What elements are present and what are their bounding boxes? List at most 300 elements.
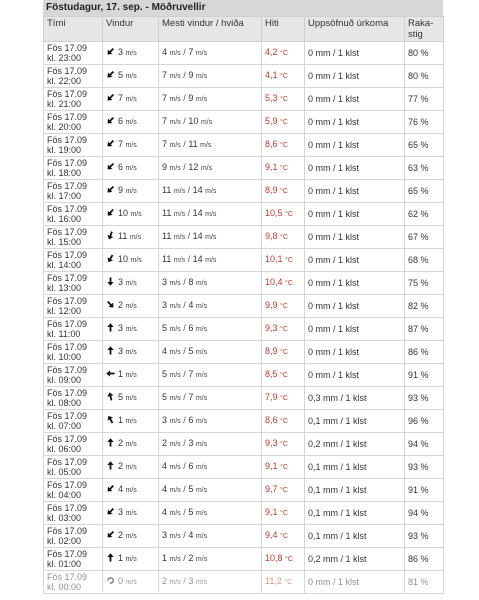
gust-value: 9: [188, 70, 196, 80]
precipitation-cell: 0 mm / 1 klst: [305, 180, 405, 203]
gust-unit: m/s: [195, 464, 208, 471]
separator: /: [185, 208, 193, 218]
row-date: Fös 17.09: [47, 158, 88, 168]
table-row: [44, 272, 444, 295]
wind-cell: [103, 479, 159, 502]
humidity-cell: 65 %: [405, 134, 444, 157]
wind-speed-value: 7: [118, 139, 126, 149]
temperature-value: 5,9: [265, 116, 281, 126]
humidity-cell: 96 %: [405, 410, 444, 433]
wind-direction-arrow-icon: [106, 254, 115, 263]
humidity-cell: 62 %: [405, 203, 444, 226]
separator: /: [180, 484, 189, 494]
gust-value: 5: [188, 507, 196, 517]
temperature-unit: °C: [280, 303, 288, 310]
gust-unit: m/s: [195, 280, 208, 287]
max-wind-unit: m/s: [173, 234, 186, 241]
wind-speed-value: 3: [118, 277, 126, 287]
time-cell: [44, 88, 103, 111]
gust-unit: m/s: [195, 487, 208, 494]
temperature-value: 9,1: [265, 461, 281, 471]
wind-speed-value: 3: [118, 323, 126, 333]
temperature-unit: °C: [280, 165, 288, 172]
gust-value: 5: [188, 484, 196, 494]
precipitation-cell: 0 mm / 1 klst: [305, 42, 405, 65]
temperature-unit: °C: [280, 188, 288, 195]
gust-value: 12: [188, 162, 201, 172]
time-cell: [44, 525, 103, 548]
max-wind-unit: m/s: [169, 303, 181, 310]
temperature-value: 10,5: [265, 208, 286, 218]
max-wind-value: 5: [162, 323, 170, 333]
time-cell: [44, 341, 103, 364]
wind-cell: [103, 433, 159, 456]
temperature-unit: °C: [280, 349, 288, 356]
separator: /: [185, 185, 193, 195]
max-wind-value: 1: [162, 553, 170, 563]
wind-unit: m/s: [125, 142, 137, 149]
gust-unit: m/s: [195, 418, 208, 425]
wind-speed-value: 2: [118, 438, 126, 448]
wind-direction-arrow-icon: [106, 93, 115, 102]
table-row: [44, 479, 444, 502]
gust-value: 4: [188, 530, 196, 540]
max-wind-gust-cell: [159, 410, 262, 433]
precipitation-cell: 0 mm / 1 klst: [305, 249, 405, 272]
time-cell: [44, 433, 103, 456]
wind-speed-value: 5: [118, 70, 126, 80]
table-row: [44, 548, 444, 571]
wind-direction-arrow-icon: [106, 415, 115, 424]
table-row: [44, 525, 444, 548]
row-hour: kl. 07:00: [47, 421, 82, 431]
row-date: Fös 17.09: [47, 112, 88, 122]
humidity-cell: 77 %: [405, 88, 444, 111]
temperature-unit: °C: [285, 257, 293, 264]
gust-value: 2: [188, 553, 196, 563]
gust-value: 14: [192, 231, 206, 241]
row-date: Fös 17.09: [47, 411, 88, 421]
max-wind-value: 4: [162, 507, 170, 517]
table-row: [44, 502, 444, 525]
row-date: Fös 17.09: [47, 89, 88, 99]
temperature-cell: [262, 249, 305, 272]
max-wind-gust-cell: [159, 318, 262, 341]
gust-unit: m/s: [195, 579, 208, 586]
temperature-cell: [262, 341, 305, 364]
row-date: Fös 17.09: [47, 43, 88, 53]
humidity-cell: 94 %: [405, 433, 444, 456]
separator: /: [180, 530, 189, 540]
temperature-cell: [262, 157, 305, 180]
time-cell: [44, 157, 103, 180]
separator: /: [180, 139, 189, 149]
max-wind-gust-cell: [159, 111, 262, 134]
max-wind-value: 2: [162, 438, 170, 448]
row-hour: kl. 09:00: [47, 375, 82, 385]
separator: /: [180, 461, 189, 471]
wind-speed-value: 2: [118, 461, 126, 471]
max-wind-value: 5: [162, 392, 170, 402]
max-wind-value: 3: [162, 415, 170, 425]
wind-cell: [103, 111, 159, 134]
temperature-unit: °C: [280, 510, 288, 517]
gust-unit: m/s: [195, 96, 208, 103]
gust-unit: m/s: [195, 73, 208, 80]
time-cell: [44, 134, 103, 157]
wind-cell: [103, 180, 159, 203]
wind-unit: m/s: [130, 211, 142, 218]
separator: /: [180, 392, 189, 402]
max-wind-gust-cell: [159, 203, 262, 226]
temperature-cell: [262, 479, 305, 502]
humidity-cell: 68 %: [405, 249, 444, 272]
wind-speed-value: 4: [118, 484, 126, 494]
separator: /: [180, 553, 189, 563]
precipitation-cell: 0 mm / 1 klst: [305, 157, 405, 180]
max-wind-value: 4: [162, 346, 170, 356]
humidity-cell: 76 %: [405, 111, 444, 134]
max-wind-unit: m/s: [169, 372, 181, 379]
wind-cell: [103, 134, 159, 157]
max-wind-unit: m/s: [169, 487, 181, 494]
gust-unit: m/s: [195, 303, 208, 310]
separator: /: [185, 254, 193, 264]
wind-speed-value: 0: [118, 576, 126, 586]
max-wind-value: 3: [162, 530, 170, 540]
separator: /: [180, 93, 189, 103]
gust-unit: m/s: [195, 349, 208, 356]
wind-cell: [103, 502, 159, 525]
gust-unit: m/s: [195, 395, 208, 402]
temperature-value: 4,2: [265, 47, 281, 57]
gust-value: 14: [192, 208, 206, 218]
wind-direction-arrow-icon: [106, 162, 115, 171]
gust-value: 7: [188, 47, 196, 57]
wind-unit: m/s: [125, 280, 137, 287]
row-date: Fös 17.09: [47, 319, 88, 329]
max-wind-unit: m/s: [169, 556, 181, 563]
precipitation-cell: 0,2 mm / 1 klst: [305, 433, 405, 456]
wind-unit: m/s: [125, 556, 137, 563]
wind-speed-value: 1: [118, 553, 126, 563]
humidity-cell: 91 %: [405, 479, 444, 502]
temperature-cell: [262, 387, 305, 410]
gust-value: 4: [188, 300, 196, 310]
table-row: [44, 364, 444, 387]
row-hour: kl. 03:00: [47, 513, 82, 523]
wind-cell: [103, 364, 159, 387]
wind-direction-arrow-icon: [106, 300, 115, 309]
gust-value: 6: [188, 461, 196, 471]
temperature-cell: [262, 433, 305, 456]
wind-direction-arrow-icon: [106, 369, 115, 378]
row-date: Fös 17.09: [47, 250, 88, 260]
max-wind-gust-cell: [159, 249, 262, 272]
wind-unit: m/s: [129, 234, 142, 241]
wind-speed-value: 10: [118, 208, 131, 218]
wind-direction-arrow-icon: [106, 553, 115, 562]
max-wind-unit: m/s: [169, 533, 181, 540]
humidity-cell: 91 %: [405, 364, 444, 387]
humidity-cell: 93 %: [405, 387, 444, 410]
row-hour: kl. 04:00: [47, 490, 82, 500]
col-header-temperature: Hiti: [262, 17, 305, 42]
wind-direction-arrow-icon: [106, 231, 115, 240]
precipitation-cell: 0,1 mm / 1 klst: [305, 525, 405, 548]
wind-direction-arrow-icon: [106, 47, 115, 56]
row-date: Fös 17.09: [47, 227, 88, 237]
max-wind-value: 4: [162, 47, 170, 57]
gust-value: 9: [188, 93, 196, 103]
temperature-value: 10,1: [265, 254, 286, 264]
row-hour: kl. 22:00: [47, 76, 82, 86]
table-row: [44, 387, 444, 410]
temperature-value: 10,4: [265, 277, 286, 287]
max-wind-unit: m/s: [169, 579, 181, 586]
temperature-cell: [262, 318, 305, 341]
max-wind-value: 2: [162, 576, 170, 586]
wind-unit: m/s: [125, 418, 137, 425]
wind-unit: m/s: [125, 50, 137, 57]
separator: /: [180, 277, 189, 287]
separator: /: [180, 507, 189, 517]
temperature-unit: °C: [280, 372, 288, 379]
wind-unit: m/s: [125, 395, 137, 402]
max-wind-value: 3: [162, 300, 170, 310]
humidity-cell: 80 %: [405, 65, 444, 88]
wind-direction-arrow-icon: [106, 576, 115, 585]
gust-unit: m/s: [205, 211, 217, 218]
humidity-cell: 81 %: [405, 571, 444, 594]
humidity-cell: 63 %: [405, 157, 444, 180]
gust-unit: m/s: [195, 326, 208, 333]
precipitation-cell: 0 mm / 1 klst: [305, 571, 405, 594]
table-row: [44, 318, 444, 341]
wind-direction-arrow-icon: [106, 185, 115, 194]
max-wind-unit: m/s: [169, 395, 181, 402]
row-hour: kl. 08:00: [47, 398, 82, 408]
precipitation-cell: 0 mm / 1 klst: [305, 295, 405, 318]
gust-value: 7: [188, 392, 196, 402]
max-wind-gust-cell: [159, 42, 262, 65]
precipitation-cell: 0 mm / 1 klst: [305, 65, 405, 88]
gust-value: 14: [192, 254, 206, 264]
max-wind-gust-cell: [159, 341, 262, 364]
gust-value: 10: [188, 116, 201, 126]
wind-direction-arrow-icon: [106, 461, 115, 470]
gust-unit: m/s: [195, 556, 208, 563]
humidity-cell: 67 %: [405, 226, 444, 249]
max-wind-value: 11: [162, 254, 174, 264]
wind-speed-value: 3: [118, 47, 126, 57]
gust-unit: m/s: [195, 441, 208, 448]
table-row: [44, 65, 444, 88]
row-date: Fös 17.09: [47, 342, 88, 352]
temperature-unit: °C: [280, 326, 288, 333]
max-wind-unit: m/s: [169, 349, 181, 356]
max-wind-unit: m/s: [169, 441, 181, 448]
temperature-unit: °C: [280, 464, 288, 471]
table-row: [44, 88, 444, 111]
wind-cell: [103, 272, 159, 295]
temperature-value: 4,1: [265, 70, 281, 80]
max-wind-gust-cell: [159, 180, 262, 203]
row-hour: kl. 16:00: [47, 214, 82, 224]
time-cell: [44, 456, 103, 479]
wind-cell: [103, 42, 159, 65]
gust-unit: m/s: [205, 257, 217, 264]
row-date: Fös 17.09: [47, 365, 88, 375]
time-cell: [44, 180, 103, 203]
precipitation-cell: 0,2 mm / 1 klst: [305, 548, 405, 571]
wind-speed-value: 6: [118, 162, 126, 172]
row-hour: kl. 13:00: [47, 283, 82, 293]
time-cell: [44, 111, 103, 134]
table-row: [44, 203, 444, 226]
temperature-unit: °C: [285, 280, 293, 287]
max-wind-unit: m/s: [169, 464, 181, 471]
temperature-cell: [262, 65, 305, 88]
gust-unit: m/s: [205, 188, 217, 195]
temperature-cell: [262, 364, 305, 387]
humidity-cell: 65 %: [405, 180, 444, 203]
temperature-unit: °C: [280, 533, 288, 540]
time-cell: [44, 203, 103, 226]
row-hour: kl. 01:00: [47, 559, 82, 569]
row-date: Fös 17.09: [47, 273, 88, 283]
max-wind-unit: m/s: [173, 211, 186, 218]
temperature-value: 8,9: [265, 346, 281, 356]
temperature-unit: °C: [280, 418, 288, 425]
gust-unit: m/s: [195, 510, 208, 517]
table-row: [44, 134, 444, 157]
humidity-cell: 87 %: [405, 318, 444, 341]
temperature-value: 9,7: [265, 484, 281, 494]
row-date: Fös 17.09: [47, 388, 88, 398]
wind-cell: [103, 387, 159, 410]
row-hour: kl. 18:00: [47, 168, 82, 178]
gust-unit: m/s: [200, 119, 213, 126]
col-header-humidity: Raka- stig: [405, 17, 444, 42]
humidity-cell: 86 %: [405, 548, 444, 571]
gust-unit: m/s: [195, 533, 208, 540]
row-hour: kl. 05:00: [47, 467, 82, 477]
max-wind-unit: m/s: [169, 418, 181, 425]
gust-value: 6: [188, 323, 196, 333]
max-wind-value: 7: [162, 70, 170, 80]
row-date: Fös 17.09: [47, 66, 88, 76]
gust-value: 3: [188, 438, 196, 448]
wind-direction-arrow-icon: [106, 323, 115, 332]
max-wind-value: 7: [162, 93, 170, 103]
separator: /: [180, 70, 189, 80]
max-wind-unit: m/s: [169, 165, 181, 172]
col-header-max-wind-gust: Mesti vindur / hviða: [159, 17, 262, 42]
table-row: [44, 433, 444, 456]
row-date: Fös 17.09: [47, 181, 88, 191]
gust-value: 6: [188, 415, 196, 425]
wind-unit: m/s: [125, 119, 137, 126]
humidity-cell: 93 %: [405, 456, 444, 479]
table-row: [44, 180, 444, 203]
wind-speed-value: 5: [118, 392, 126, 402]
temperature-value: 8,9: [265, 185, 281, 195]
precipitation-cell: 0 mm / 1 klst: [305, 88, 405, 111]
row-date: Fös 17.09: [47, 296, 88, 306]
wind-unit: m/s: [125, 349, 137, 356]
temperature-unit: °C: [280, 119, 288, 126]
wind-speed-value: 6: [118, 116, 126, 126]
wind-cell: [103, 410, 159, 433]
temperature-unit: °C: [280, 441, 288, 448]
row-hour: kl. 11:00: [47, 329, 81, 339]
gust-value: 11: [188, 139, 201, 149]
wind-cell: [103, 456, 159, 479]
max-wind-value: 4: [162, 484, 170, 494]
row-date: Fös 17.09: [47, 549, 88, 559]
table-header-row: [44, 17, 444, 42]
time-cell: [44, 502, 103, 525]
time-cell: [44, 548, 103, 571]
separator: /: [180, 162, 189, 172]
wind-cell: [103, 88, 159, 111]
temperature-unit: °C: [280, 487, 288, 494]
separator: /: [180, 116, 189, 126]
wind-speed-value: 1: [118, 369, 126, 379]
max-wind-gust-cell: [159, 456, 262, 479]
temperature-unit: °C: [280, 234, 288, 241]
row-hour: kl. 20:00: [47, 122, 82, 132]
max-wind-value: 4: [162, 461, 170, 471]
max-wind-unit: m/s: [173, 188, 186, 195]
gust-value: 7: [188, 369, 196, 379]
row-date: Fös 17.09: [47, 204, 88, 214]
wind-direction-arrow-icon: [106, 116, 115, 125]
temperature-cell: [262, 272, 305, 295]
max-wind-unit: m/s: [169, 280, 181, 287]
table-row: [44, 42, 444, 65]
row-hour: kl. 17:00: [47, 191, 82, 201]
temperature-cell: [262, 502, 305, 525]
max-wind-value: 11: [162, 185, 174, 195]
wind-speed-value: 2: [118, 530, 126, 540]
row-hour: kl. 19:00: [47, 145, 82, 155]
max-wind-gust-cell: [159, 295, 262, 318]
wind-unit: m/s: [125, 303, 137, 310]
wind-cell: [103, 571, 159, 594]
max-wind-gust-cell: [159, 502, 262, 525]
temperature-unit: °C: [280, 73, 288, 80]
temperature-value: 9,4: [265, 530, 281, 540]
precipitation-cell: 0,1 mm / 1 klst: [305, 502, 405, 525]
wind-unit: m/s: [125, 579, 137, 586]
temperature-cell: [262, 226, 305, 249]
temperature-cell: [262, 571, 305, 594]
wind-speed-value: 10: [118, 254, 131, 264]
max-wind-value: 11: [162, 231, 174, 241]
table-row: [44, 157, 444, 180]
row-hour: kl. 10:00: [47, 352, 82, 362]
temperature-unit: °C: [280, 50, 288, 57]
time-cell: [44, 272, 103, 295]
temperature-value: 11,2: [265, 576, 285, 586]
table-row: [44, 111, 444, 134]
wind-unit: m/s: [125, 510, 137, 517]
temperature-unit: °C: [285, 556, 293, 563]
max-wind-gust-cell: [159, 272, 262, 295]
max-wind-gust-cell: [159, 433, 262, 456]
